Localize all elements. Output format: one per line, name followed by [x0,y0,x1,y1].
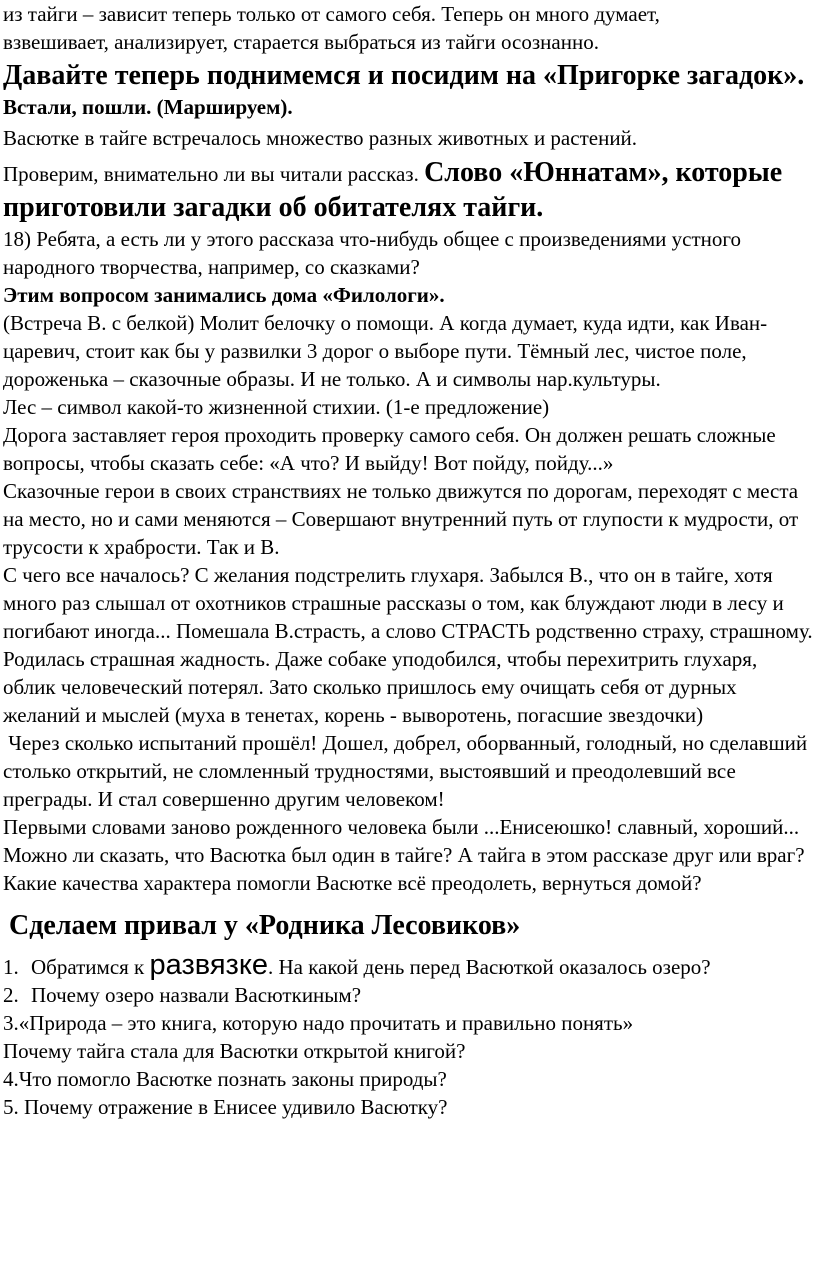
question-3: 3.«Природа – это книга, которую надо прочитать и правильно понять» [3,1011,634,1035]
paragraph-2: Лес – символ какой-то жизненной стихии. (1-е предложение) [3,395,550,419]
spring-heading: Сделаем привал у «Родника Лесовиков» [9,910,521,941]
question-4: 4.Что помогло Васютке познать законы природы? [3,1067,447,1091]
question-2-text: Почему озеро назвали Васюткиным? [31,983,362,1007]
question-1-prefix: Обратимся к [31,955,150,979]
paragraph-7: Первыми словами заново рожденного человека были ...Енисеюшко! славный, хороший... [3,815,800,839]
question-2 [3,981,814,1009]
animals-line: Васютке в тайге встречалось множество разных животных и растений. [3,126,638,150]
hill-heading: Давайте теперь поднимемся и посидим на «Пригорке загадок». [3,60,805,91]
question-5: 5. Почему отражение в Енисее удивило Васютку? [3,1095,448,1119]
paragraph-6: Через сколько испытаний прошёл! Дошел, добрел, оборванный, голодный, но сделавший столько открытий, не сломленный трудностями, выстоявший и преодолевший все преграды. И стал совершенно другим человеком! [3,731,813,811]
question-1-number: 1. [3,955,19,979]
philologists-line: Этим вопросом занимались дома «Филологи». [3,283,445,307]
question-1-suffix: . На какой день перед Васюткой оказалось озеро? [267,955,711,979]
march-line: Встали, пошли. (Маршируем). [3,95,293,119]
check-prefix: Проверим, внимательно ли вы читали рассказ. [3,162,419,186]
question-18: 18) Ребята, а есть ли у этого рассказа что-нибудь общее с произведениями устного народного творчества, например, со сказками? [3,227,741,279]
check-bold: Слово «Юннатам», которые приготовили загадки об обитателях тайги. [3,157,783,223]
question-1 [3,951,814,981]
question-3-sub: Почему тайга стала для Васютки открытой книгой? [3,1039,466,1063]
paragraph-3: Дорога заставляет героя проходить проверку самого себя. Он должен решать сложные вопросы, чтобы сказать себе: «А что? И выйду! Вот пойду, пойду...» [3,423,776,475]
question-1-big-word: развязке [149,949,268,981]
paragraph-8: Можно ли сказать, что Васютка был один в тайге? А тайга в этом рассказе друг или враг? Какие качества характера помогли Васютке всё преодолеть, вернуться домой? [3,843,805,895]
intro-line-2: взвешивает, анализирует, старается выбраться из тайги осознанно. [3,30,599,54]
intro-line-1: из тайги – зависит теперь только от самого себя. Теперь он много думает, [3,2,660,26]
question-2-number: 2. [3,983,19,1007]
paragraph-4: Сказочные герои в своих странствиях не только движутся по дорогам, переходят с места на место, но и сами меняются – Совершают внутренний путь от глупости к мудрости, от трусости к храбрости. Так и В. [3,479,799,559]
check-paragraph [3,155,814,225]
paragraph-1: (Встреча В. с белкой) Молит белочку о помощи. А когда думает, куда идти, как Иван-царевич, стоит как бы у развилки 3 дорог о выборе пути. Тёмный лес, чистое поле, дороженька – сказочные образы. И не только. А и символы нар.культуры. [3,311,768,391]
paragraph-5: С чего все началось? С желания подстрелить глухаря. Забылся В., что он в тайге, хотя много раз слышал от охотников страшные рассказы о том, как блуждают люди в лесу и погибают иногда... Помешала В.страсть, а слово СТРАСТЬ родственно страху, страшному. Родилась страшная жадность. Даже собаке уподобился, чтобы перехитрить глухаря, облик человеческий потерял. Зато сколько пришлось ему очищать себя от дурных желаний и мыслей (муха в тенетах, корень - выворотень, погасшие звездочки) [3,563,813,727]
